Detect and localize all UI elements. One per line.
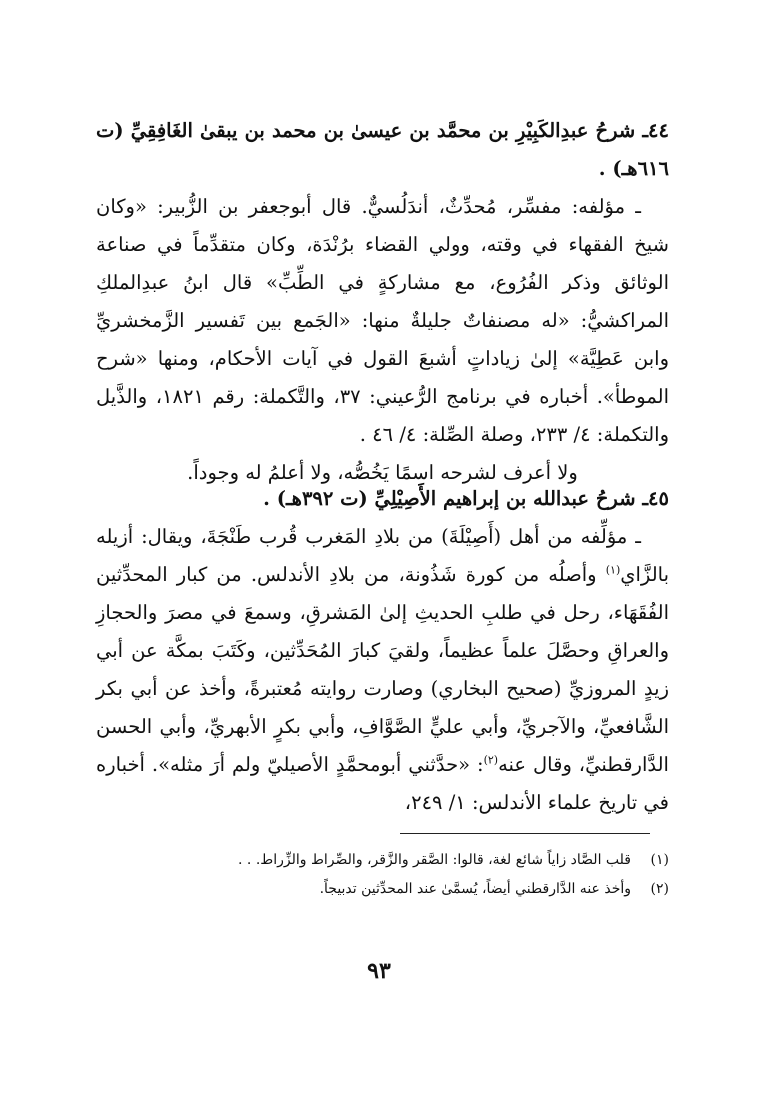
entry-45-bio-part-2: وأصلُه من كورة شَذُونة، من بلادِ الأندلس. من كبار المحدِّثين الفُقَهَاء، رحل في طلبِ الحديثِ إلىٰ المَشرقِ، وسمعَ في مصرَ والحجازِ والعراقِ وحصَّلَ علماً عظيماً، ولقيَ كبارَ المُحَدِّثين، وكَتَبَ بمكَّة عن أبي زيدٍ المروزيِّ (صحيح البخاري) وصارت روايته مُعتبرةً، وأخذ عن أبي بكر الشَّافعيِّ، والآجريِّ، وأبي عليٍّ الصَّوَّافِ، وأبي بكرٍ الأبهريِّ، وأبي الحسن الدَّارقطنيِّ، وقال عنه [96,563,669,776]
footnote-2 [96,875,669,904]
entry-44-biography: ـ مؤلفه: مفسِّر، مُحدِّثٌ، أندَلُسيٌّ. قال أبوجعفر بن الزُّبير: «وكان شيخ الفقهاء في وقته، وولي القضاء برُنْدَة، وكان متقدِّماً في صناعة الوثائق وذكر الفُرُوع، مع مشاركةٍ في الطِّبِّ» قال ابنُ عبدِالملكِ المراكشيُّ: «له مصنفاتٌ جليلةٌ منها: «الجَمع بين تَفسير الزَّمخشريِّ وابن عَطِيَّة» إلىٰ زياداتٍ أشبعَ القول في آيات الأحكام، ومنها «شرح الموطأ». أخباره في برنامج الرُّعيني: ٣٧، والتَّكملة: رقم ١٨٢١، والذَّيل والتكملة: ٤/ ٢٣٣، وصلة الصِّلة: ٤/ ٤٦ . [96,195,669,446]
main-text [96,112,669,492]
entry-45-bio-part-3: : «حدَّثني أبومحمَّدٍ الأصيليّ ولم أرَ مثله». أخباره في تاريخ علماء الأندلس: ١/ ٢٤٩، [96,753,669,814]
footnote-text: قلب الصَّاد زاياً شائع لغة، قالوا: الصَّقر والزَّقر، والصِّراط والزِّراط. . . [238,852,631,868]
entry-44-note: ولا أعرف لشرحه اسمًا يَخُصُّه، ولا أعلمُ له وجوداً. [187,461,578,484]
page-number: ٩٣ [367,958,391,984]
footnotes [96,846,669,904]
footnote-number: (١) [650,852,669,868]
footnote-divider [400,833,650,834]
entry-45-heading: ٤٥ـ شرحُ عبدالله بن إبراهيم الأَصِيْلِيِّ (ت ٣٩٢هـ) . [263,487,669,510]
entry-44-heading: ٤٤ـ شرحُ عبدِالكَبِيْرِ بن محمَّد بن عيسىٰ بن محمد بن يبقىٰ الغَافِقِيِّ (ت ٦١٦هـ) . [96,119,669,180]
footnote-ref-2[interactable]: (٢) [483,753,499,767]
entry-45-biography [96,518,669,822]
entry-45-bio-part-1: ـ مؤلِّفه من أهل (أَصِيْلَةَ) من بلادِ المَغرب قُرب طَنْجَةَ، ويقال: أزيله بالزَّاي [96,525,669,586]
footnote-text: وأخذ عنه الدَّارقطني أيضاً، يُسمَّىٰ عند المحدِّثين تدبيجاً. [319,881,631,897]
entry-45-block [96,480,669,822]
footnote-ref-1[interactable]: (١) [605,563,621,577]
footnote-1 [96,846,669,875]
footnote-number: (٢) [650,881,669,897]
